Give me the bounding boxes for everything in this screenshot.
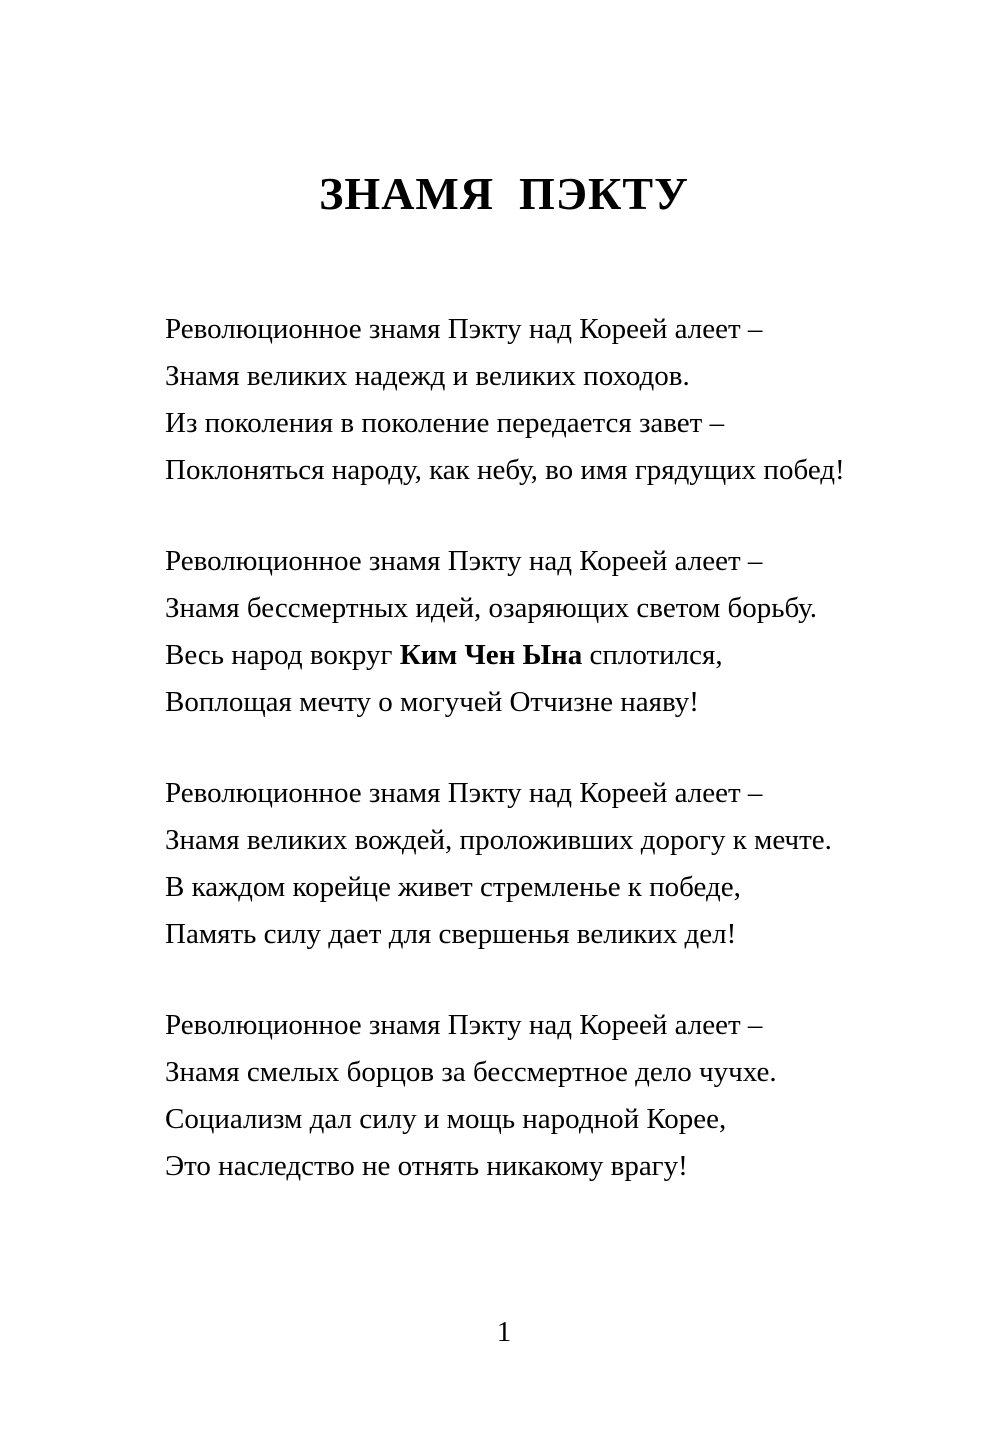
poem-line: Революционное знамя Пэкту над Кореей алеет – <box>165 313 763 345</box>
page-number: 1 <box>496 1316 512 1348</box>
poem-title: ЗНАМЯ ПЭКТУ <box>319 168 689 219</box>
poem-line-with-bold-name <box>165 632 965 679</box>
bold-name: Ким Чен Ына <box>399 639 583 671</box>
poem-line: Поклоняться народу, как небу, во имя грядущих побед! <box>165 454 845 486</box>
poem-line: Память силу дает для свершенья великих дел! <box>165 918 737 950</box>
poem-body <box>165 306 965 1234</box>
poem-line: Знамя бессмертных идей, озаряющих светом борьбу. <box>165 592 818 624</box>
stanza-3 <box>165 770 965 958</box>
stanza-4 <box>165 1002 965 1190</box>
poem-line: Революционное знамя Пэкту над Кореей алеет – <box>165 777 763 809</box>
poem-line: Революционное знамя Пэкту над Кореей алеет – <box>165 545 763 577</box>
stanza-1 <box>165 306 965 494</box>
poem-line: Революционное знамя Пэкту над Кореей алеет – <box>165 1009 763 1041</box>
poem-line: Знамя великих вождей, проложивших дорогу к мечте. <box>165 824 832 856</box>
stanza-2 <box>165 538 965 726</box>
poem-line: Знамя великих надежд и великих походов. <box>165 360 690 392</box>
poem-line: Из поколения в поколение передается завет – <box>165 407 725 439</box>
poem-line: Знамя смелых борцов за бессмертное дело чучхе. <box>165 1056 777 1088</box>
poem-line: В каждом корейце живет стремленье к победе, <box>165 871 741 903</box>
poem-line: Воплощая мечту о могучей Отчизне наяву! <box>165 686 699 718</box>
line-text-before: Весь народ вокруг <box>165 639 400 671</box>
poem-line: Это наследство не отнять никакому врагу! <box>165 1150 688 1182</box>
line-text-after: сплотился, <box>582 639 723 671</box>
poem-line: Социализм дал силу и мощь народной Корее, <box>165 1103 727 1135</box>
